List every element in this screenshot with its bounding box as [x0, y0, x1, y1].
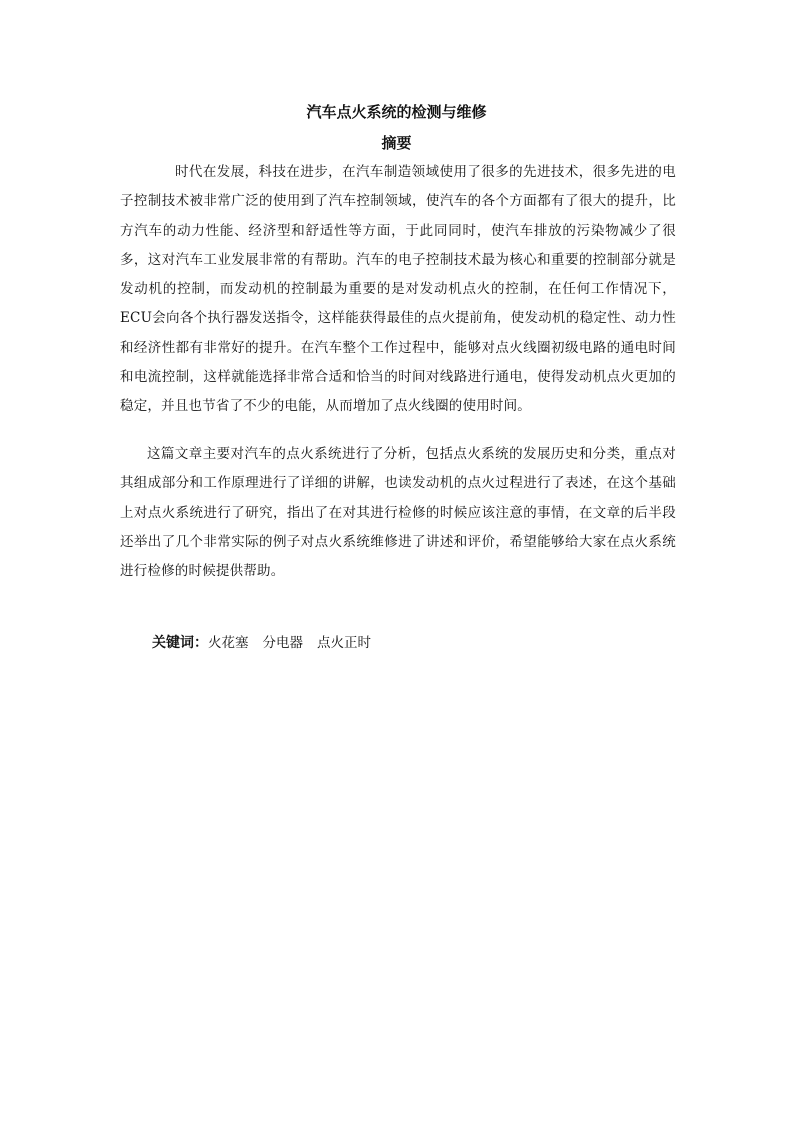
document-title: 汽车点火系统的检测与维修 [306, 103, 487, 121]
keyword-item: 分电器 [262, 635, 303, 651]
keywords-line [152, 631, 385, 655]
keyword-item: 火花塞 [208, 635, 249, 651]
abstract-paragraph-2: 这篇文章主要对汽车的点火系统进行了分析，包括点火系统的发展历史和分类，重点对其组成部分和工作原理进行了详细的讲解，也读发动机的点火过程进行了表述，在这个基础上对点火系统进行了研究，指出了在对其进行检修的时候应该注意的事情，在文章的后半段还举出了几个非常实际的例子对点火系统维修进了讲述和评价，希望能够给大家在点火系统进行检修的时候提供帮助。 [120, 446, 676, 580]
keyword-item: 点火正时 [317, 635, 371, 651]
keywords-label: 关键词： [152, 635, 208, 651]
abstract-heading: 摘要 [381, 134, 412, 152]
abstract-paragraph-1: 时代在发展，科技在进步，在汽车制造领域使用了很多的先进技术，很多先进的电子控制技术被非常广泛的使用到了汽车控制领域，使汽车的各个方面都有了很大的提升，比方汽车的动力性能、经济型和舒适性等方面，于此同同时，使汽车排放的污染物减少了很多，这对汽车工业发展非常的有帮助。汽车的电子控制技术最为核心和重要的控制部分就是发动机的控制，而发动机的控制最为重要的是对发动机点火的控制，在任何工作情况下，ECU会向各个执行器发送指令，这样能获得最佳的点火提前角，使发动机的稳定性、动力性和经济性都有非常好的提升。在汽车整个工作过程中，能够对点火线圈初级电路的通电时间和电流控制，这样就能选择非常合适和恰当的时间对线路进行通电，使得发动机点火更加的稳定，并且也节省了不少的电能，从而增加了点火线圈的使用时间。 [120, 164, 676, 415]
